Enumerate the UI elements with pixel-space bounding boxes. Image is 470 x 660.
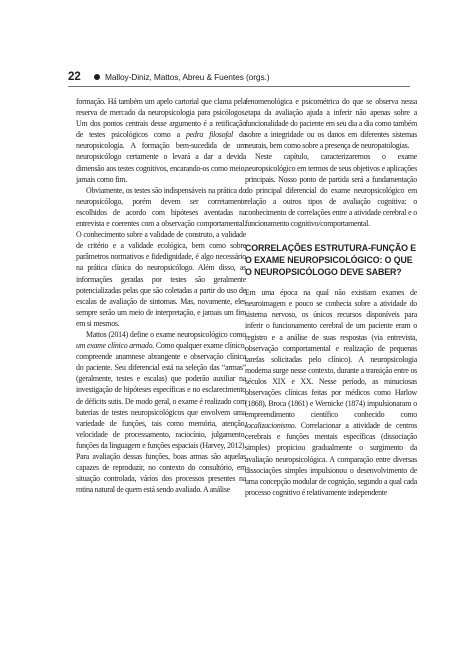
bullet-icon (94, 74, 100, 80)
header-rule (68, 86, 410, 87)
text-run: Mattos (2014) define o exame neuropsicológico como (86, 329, 246, 339)
running-title: Malloy-Diniz, Mattos, Abreu & Fuentes (orgs.) (105, 72, 270, 82)
section-heading: CORRELAÇÕES ESTRUTURA-FUNÇÃO E O EXAME NEUROPSICOLÓGICO: O QUE O NEUROPSICÓLOGO DEVE SABER? (245, 243, 416, 278)
text-run: . Como qualquer exame clínico, compreende anamnese abrangente e observação clínica do paciente. Seu diferencial está na seleção das “armas” (geralmente, testes e escalas) que poderão auxiliar na investigação de hipóteses específicas e no esclarecimento de déficits sutis. De modo geral, o exame é realizado com baterias de testes neuropsicológicos que envolvem uma variedade de funções, tais como memória, atenção, velocidade de processamento, raciocínio, julgamento, funções da linguagem e funções espaciais (Harvey, 2012). Para avaliação dessas funções, boas armas são aquelas capazes de reproduzir, no contexto do consultório, em situação controlada, vários dos processos presentes na rotina natural de quem está sendo avaliado. A análise (76, 341, 247, 495)
text-run: formação. Há também um apelo cartorial que clama pela reserva de mercado da neuropsicologia para psicólogos. Um dos pontos centrais desse argumento é a retificação de testes psicológicos como a (76, 97, 246, 140)
left-column (76, 96, 246, 495)
right-column (245, 96, 417, 498)
running-header (68, 70, 410, 84)
paragraph (245, 287, 417, 498)
paragraph (76, 96, 246, 185)
paragraph: Neste capítulo, caracterizaremos o exame neuropsicológico em termos de seus objetivos e aplicações principais. Nosso ponto de partida será a fundamentação do principal diferencial do exame neuropsicológico em relação a outros tipos de avaliação cognitiva: o conhecimento de correlações entre a atividade cerebral e o funcionamento cognitivo/comportamental. (245, 152, 417, 229)
paragraph (76, 329, 246, 495)
italic-term: localizacionismo (245, 421, 295, 431)
text-run: . Correlacionar a atividade de centros cerebrais e funções mentais específicas (dissociação simples) propiciou gradualmente o surgimento da avaliação neuropsicológica. A comparação entre diversas dissociações simples impulsionou o desenvolvimento de uma concepção modular de cognição, segundo a qual cada processo cognitivo é relativamente independente (245, 421, 417, 497)
paragraph: Obviamente, os testes são indispensáveis na prática do neuropsicólogo, porém devem ser corretamente escolhidos de acordo com hipóteses aventadas na entrevista e coerentes com a observação comportamental. O conhecimento sobre a validade de construto, a validade de critério e a validade ecológica, bem como sobre parâmetros normativos e fidedignidade, é algo necessário na prática clínica do neuropsicólogo. Além disso, as informações geradas por testes são geralmente potencializadas pelas que são coletadas a partir do uso de escalas de avaliação de sintomas. Mas, novamente, eles sempre serão um meio de interpretação, e jamais um fim em si mesmos. (76, 185, 246, 328)
page-number: 22 (68, 71, 81, 83)
italic-term: um exame clínico armado (76, 341, 153, 351)
text-run: da neuropsicologia. A formação bem-sucedida de um neuropsicólogo certamente o levará a dar a devida dimensão aos testes cognitivos, encarando-os como meio, jamais como fim. (76, 130, 247, 184)
text-run: Em uma época na qual não existiam exames de neuroimagem e pouco se conhecia sobre a atividade do sistema nervoso, os únicos recursos disponíveis para inferir o funcionamento cerebral de um paciente eram o registro e a análise de suas respostas (via entrevista, observação comportamental e realização de pequenas tarefas solicitadas pelo clínico). A neuropsicologia moderna surge nesse contexto, durante a transição entre os séculos XIX e XX. Nesse período, as minuciosas observações clínicas feitas por médicos como Harlow (1868), Broca (1861) e Wernicke (1874) impulsionaram o empreendimento científico conhecido como (245, 288, 417, 420)
paragraph: fenomenológica e psicométrica do que se observa nessa etapa da avaliação ajuda a inferir não apenas sobre a funcionalidade do paciente em seu dia a dia como também sobre a integridade ou os danos em diferentes sistemas neurais, bem como sobre a presença de neuropatologias. (245, 97, 417, 151)
italic-term: pedra filosofal (185, 130, 233, 140)
